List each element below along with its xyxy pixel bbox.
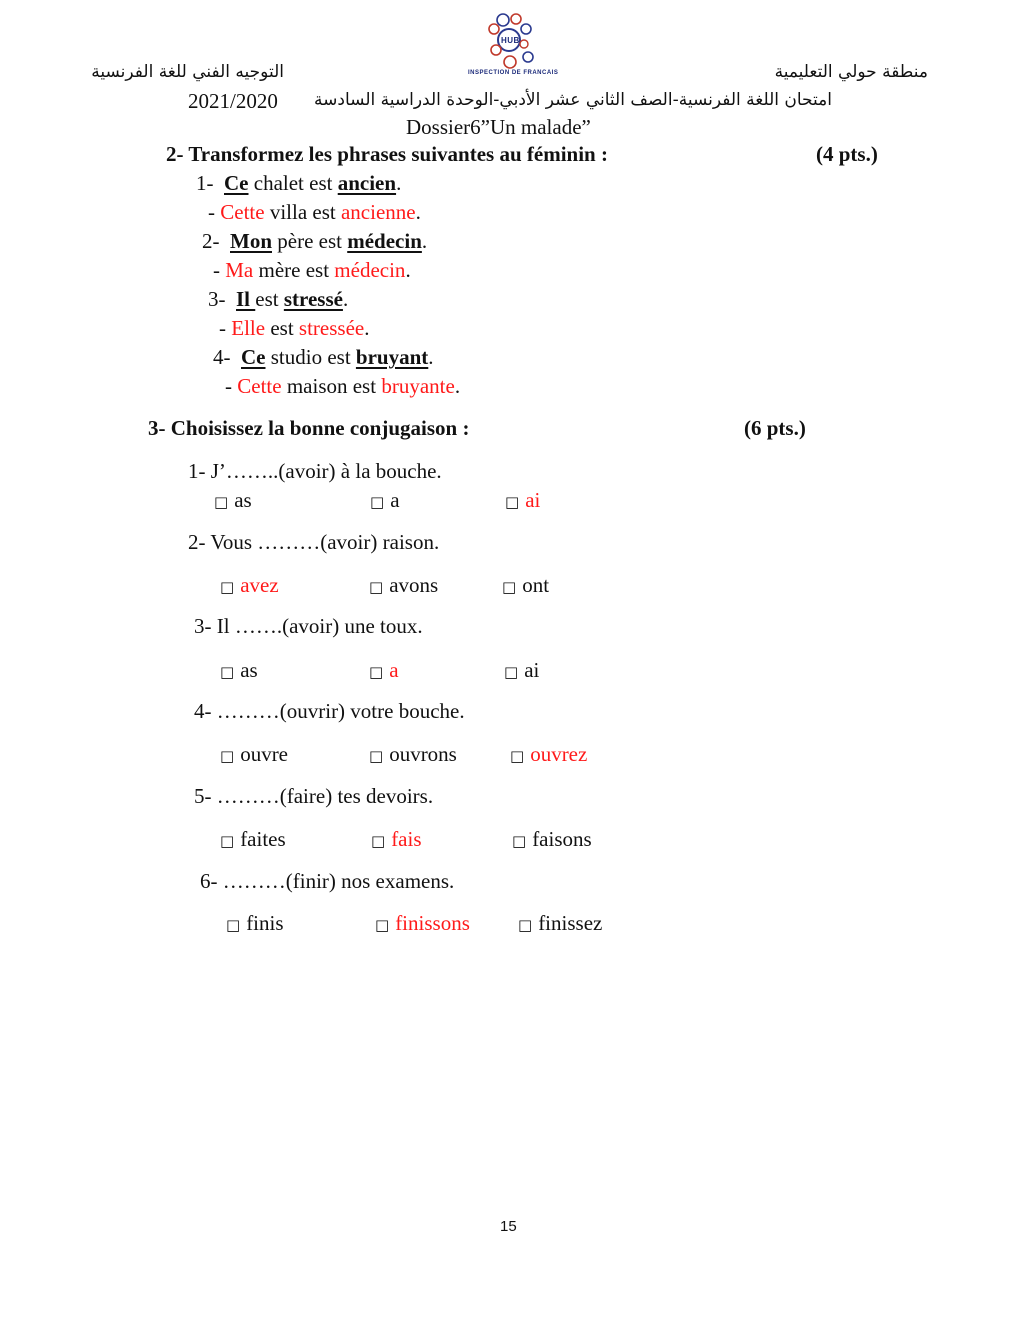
option-label: ai [524,658,540,682]
header-exam-line: امتحان اللغة الفرنسية-الصف الثاني عشر الأدبي-الوحدة الدراسية السادسة [314,90,832,110]
checkbox-icon[interactable]: □ [220,747,235,765]
checkbox-icon[interactable]: □ [226,916,241,934]
option-label: faites [240,827,286,851]
option-label: ont [522,573,550,597]
option-5-3[interactable] [512,827,592,852]
transform-answer-1: - Cette villa est ancienne. [208,200,421,224]
option-label: a [390,488,400,512]
option-6-1[interactable] [226,911,284,936]
checkbox-icon[interactable]: □ [518,916,533,934]
header-logo [466,12,559,82]
determiner: Ce [224,171,249,195]
punctuation: . [454,374,461,398]
option-2-3[interactable] [502,573,549,598]
transform-question-4 [213,345,434,370]
option-4-3[interactable] [510,742,587,767]
option-1-3[interactable] [505,488,540,513]
checkbox-icon[interactable]: □ [375,916,390,934]
determiner: Mon [230,229,272,253]
option-4-1[interactable] [220,742,288,767]
checkbox-icon[interactable]: □ [220,832,235,850]
section2-points: (4 pts.) [816,142,878,166]
answer-text: est [265,316,299,340]
checkbox-icon[interactable]: □ [369,663,384,681]
header-year: 2021/2020 [188,89,278,113]
answer-text: maison est [281,374,382,398]
checkbox-icon[interactable]: □ [370,493,385,511]
answer-text: mère est [253,258,335,282]
checkbox-icon[interactable]: □ [214,493,229,511]
checkbox-icon[interactable]: □ [369,578,384,596]
option-label: finissez [538,911,603,935]
option-label: finis [246,911,284,935]
transform-answer-2: - Ma mère est médecin. [213,258,411,282]
section2-title: 2- Transformez les phrases suivantes au féminin : [166,142,608,166]
checkbox-icon[interactable]: □ [371,832,386,850]
section3-title: 3- Choisissez la bonne conjugaison : [148,416,470,440]
punctuation: . [342,287,349,311]
conjugation-question-2: 2- Vous ………(avoir) raison. [188,530,440,554]
option-5-2[interactable] [371,827,422,852]
option-2-1[interactable] [220,573,279,598]
option-label: as [240,658,258,682]
conjugation-question-5: 5- ………(faire) tes devoirs. [194,784,434,808]
punctuation: . [364,316,370,340]
option-label-correct: a [389,658,399,682]
option-3-3[interactable] [504,658,539,683]
checkbox-icon[interactable]: □ [220,663,235,681]
adjective: ancien [337,171,397,195]
option-1-1[interactable] [214,488,252,513]
option-label: avons [389,573,439,597]
section3-points: (6 pts.) [744,416,806,440]
option-label-correct: ouvrez [530,742,588,766]
option-2-2[interactable] [369,573,438,598]
question-number: 1- [196,171,214,195]
checkbox-icon[interactable]: □ [505,493,520,511]
conjugation-question-6: 6- ………(finir) nos examens. [200,869,455,893]
header-right-arabic: منطقة حولي التعليمية [774,62,928,82]
option-3-2[interactable] [369,658,399,683]
page-number: 15 [500,1218,517,1235]
transform-answer-4: - Cette maison est bruyante. [225,374,461,398]
transform-question-1 [196,171,401,196]
header-dossier: Dossier6”Un malade” [406,115,591,139]
transform-answer-3: - Elle est stressée. [219,316,370,340]
punctuation: . [405,258,411,282]
header-left-arabic: التوجيه الفني للغة الفرنسية [91,62,284,82]
checkbox-icon[interactable]: □ [502,578,517,596]
determiner: Ce [241,345,266,369]
option-label-correct: avez [240,573,279,597]
transform-question-3 [208,287,348,312]
question-number: 2- [202,229,220,253]
option-label: ouvrons [389,742,457,766]
transform-question-2 [202,229,427,254]
option-label: ouvre [240,742,289,766]
checkbox-icon[interactable]: □ [504,663,519,681]
option-4-2[interactable] [369,742,457,767]
answer-adjective: stressée [298,316,365,340]
question-text: chalet est [248,171,338,195]
option-1-2[interactable] [370,488,400,513]
checkbox-icon[interactable]: □ [512,832,527,850]
conjugation-question-4: 4- ………(ouvrir) votre bouche. [194,699,465,723]
option-label: as [234,488,252,512]
option-label-correct: finissons [395,911,470,935]
conjugation-question-3: 3- Il …….(avoir) une toux. [194,614,423,638]
question-text: studio est [265,345,356,369]
question-number: 3- [208,287,226,311]
conjugation-question-1: 1- J’……..(avoir) à la bouche. [188,459,442,483]
adjective: stressé [283,287,343,311]
question-number: 4- [213,345,231,369]
option-label-correct: ai [525,488,541,512]
answer-determiner: Cette [237,374,282,398]
answer-adjective: bruyante [381,374,455,398]
logo-badge: HUB [501,36,520,45]
punctuation: . [421,229,428,253]
checkbox-icon[interactable]: □ [510,747,525,765]
option-3-1[interactable] [220,658,258,683]
question-text: est [255,287,284,311]
option-6-2[interactable] [375,911,470,936]
answer-text: villa est [264,200,341,224]
answer-adjective: ancienne [340,200,416,224]
checkbox-icon[interactable]: □ [369,747,384,765]
determiner: Il [236,287,256,311]
answer-determiner: Cette [220,200,265,224]
question-text: père est [272,229,348,253]
option-5-1[interactable] [220,827,286,852]
punctuation: . [428,345,434,369]
adjective: bruyant [355,345,429,369]
option-label-correct: fais [391,827,422,851]
answer-adjective: médecin [334,258,406,282]
answer-determiner: Ma [225,258,254,282]
punctuation: . [415,200,421,224]
logo-label: INSPECTION DE FRANCAIS [468,70,559,76]
punctuation: . [396,171,402,195]
checkbox-icon[interactable]: □ [220,578,235,596]
option-label: faisons [532,827,592,851]
answer-determiner: Elle [231,316,266,340]
option-6-3[interactable] [518,911,602,936]
adjective: médecin [347,229,422,253]
